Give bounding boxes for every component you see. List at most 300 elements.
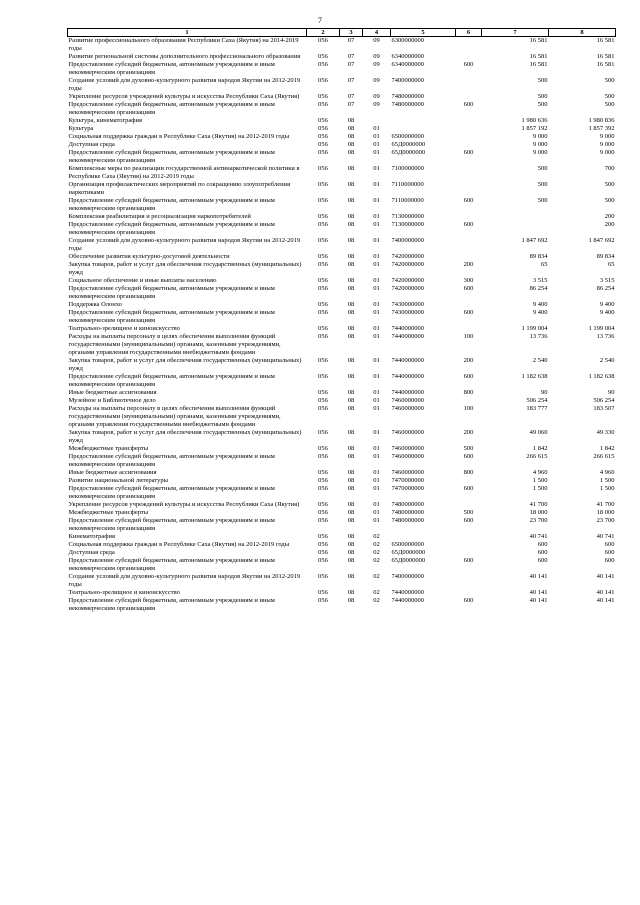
row-subsection-cell: 02 [373, 533, 380, 540]
row-section-cell: 08 [347, 301, 355, 308]
row-target-cell: 7470000000 [391, 477, 424, 484]
table-row [68, 389, 616, 397]
row-target-cell: 7460000000 [391, 405, 424, 412]
row-target-cell: 7110000000 [391, 197, 424, 204]
row-subsection-cell: 09 [373, 101, 380, 108]
row-name-cell: Комплексная реабилитация и ресоциализация наркопотребителей [68, 213, 251, 220]
row-code-cell: 056 [318, 453, 328, 460]
row-amount-2018-cell: 9 400 [532, 301, 548, 308]
row-target-cell: 7130000000 [391, 213, 424, 220]
header-cell: 2 [307, 29, 340, 37]
row-amount-2019-cell: 40 141 [596, 573, 615, 580]
row-code-cell: 056 [318, 277, 328, 284]
row-target-cell: 7460000000 [391, 429, 424, 436]
row-subsection-cell: 01 [373, 277, 380, 284]
row-section-cell: 08 [347, 373, 355, 380]
row-type-cell: 600 [463, 597, 474, 604]
table-row [68, 357, 616, 373]
row-section-cell: 08 [347, 357, 355, 364]
row-subsection-cell: 01 [373, 221, 380, 228]
row-type-cell [456, 181, 482, 197]
table-row [68, 397, 616, 405]
row-section-cell: 08 [347, 309, 355, 316]
row-amount-2019-cell: 40 141 [596, 597, 615, 604]
row-amount-2019-cell: 1 857 392 [588, 125, 615, 132]
row-section-cell: 08 [347, 261, 355, 268]
row-target-cell [391, 533, 456, 541]
row-subsection-cell: 01 [373, 445, 380, 452]
row-amount-2019-cell: 500 [604, 197, 615, 204]
row-type-cell: 600 [463, 309, 474, 316]
row-subsection-cell: 01 [373, 429, 380, 436]
row-amount-2019-cell: 500 [604, 181, 615, 188]
row-amount-2019-cell: 86 254 [596, 285, 615, 292]
row-amount-2019-cell: 200 [604, 213, 615, 220]
row-code-cell: 056 [318, 477, 328, 484]
row-code-cell: 056 [318, 285, 328, 292]
row-section-cell: 08 [347, 573, 355, 580]
row-name-cell: Предоставление субсидий бюджетным, автономным учреждениям и иным некоммерческим организациям [68, 309, 275, 324]
row-code-cell: 056 [318, 517, 328, 524]
row-code-cell: 056 [318, 509, 328, 516]
row-section-cell: 08 [347, 181, 355, 188]
row-section-cell: 08 [347, 405, 355, 412]
row-amount-2018-cell: 9 000 [532, 149, 548, 156]
row-subsection-cell [363, 117, 391, 125]
row-amount-2019-cell: 266 615 [593, 453, 615, 460]
table-row [68, 549, 616, 557]
row-amount-2018-cell: 13 736 [529, 333, 548, 340]
row-type-cell: 600 [463, 517, 474, 524]
row-section-cell: 08 [347, 149, 355, 156]
row-subsection-cell: 01 [373, 125, 380, 132]
row-section-cell: 08 [347, 469, 355, 476]
row-target-cell: 7480000000 [391, 509, 424, 516]
row-type-cell: 800 [463, 469, 474, 476]
row-name-cell: Предоставление субсидий бюджетным, автономным учреждениям и иным некоммерческим организациям [68, 221, 275, 236]
row-type-cell [456, 133, 482, 141]
row-amount-2018-cell: 86 254 [529, 285, 548, 292]
row-name-cell: Социальная поддержка граждан в Республике Саха (Якутия) на 2012-2019 годы [68, 541, 290, 548]
row-section-cell: 08 [347, 141, 355, 148]
table-row [68, 301, 616, 309]
row-section-cell: 08 [347, 589, 355, 596]
row-code-cell: 056 [318, 133, 328, 140]
table-row [68, 261, 616, 277]
row-type-cell: 200 [463, 429, 474, 436]
row-target-cell: 7430000000 [391, 301, 424, 308]
row-type-cell: 100 [463, 405, 474, 412]
row-subsection-cell: 01 [373, 469, 380, 476]
row-subsection-cell: 02 [373, 557, 380, 564]
row-name-cell: Предоставление субсидий бюджетным, автономным учреждениям и иным некоммерческим организациям [68, 557, 275, 572]
row-amount-2019-cell: 9 400 [599, 301, 615, 308]
row-code-cell: 056 [318, 149, 328, 156]
row-subsection-cell: 09 [373, 77, 380, 84]
row-section-cell: 08 [347, 213, 355, 220]
row-name-cell: Доступная среда [68, 549, 115, 556]
table-row [68, 333, 616, 357]
row-type-cell: 600 [463, 197, 474, 204]
row-name-cell: Кинематография [68, 533, 115, 540]
header-cell: 7 [482, 29, 549, 37]
row-section-cell: 07 [347, 93, 355, 100]
row-type-cell: 600 [463, 453, 474, 460]
row-subsection-cell: 01 [373, 373, 380, 380]
row-amount-2019-cell: 13 736 [596, 333, 615, 340]
row-target-cell [391, 117, 456, 125]
row-section-cell: 08 [347, 517, 355, 524]
row-amount-2019-cell: 1 199 004 [588, 325, 615, 332]
row-target-cell: 7420000000 [391, 261, 424, 268]
row-name-cell: Культура [68, 125, 94, 132]
row-target-cell: 7460000000 [391, 397, 424, 404]
row-type-cell: 600 [463, 149, 474, 156]
row-code-cell: 056 [318, 237, 328, 244]
table-row [68, 405, 616, 429]
row-subsection-cell: 01 [373, 405, 380, 412]
table-row [68, 237, 616, 253]
row-amount-2019-cell: 23 700 [596, 517, 615, 524]
row-subsection-cell: 01 [373, 453, 380, 460]
table-row [68, 37, 616, 54]
row-name-cell: Развитие региональной системы дополнительного профессионального образования [68, 53, 301, 60]
header-cell: 4 [363, 29, 391, 37]
row-amount-2018-cell: 16 581 [529, 53, 548, 60]
table-row [68, 125, 616, 133]
table-row [68, 325, 616, 333]
row-amount-2018-cell: 40 141 [529, 589, 548, 596]
row-name-cell: Предоставление субсидий бюджетным, автономным учреждениям и иным некоммерческим организациям [68, 517, 275, 532]
row-target-cell: 65Д0000000 [391, 141, 426, 148]
row-section-cell: 08 [347, 549, 355, 556]
row-subsection-cell: 02 [373, 573, 380, 580]
row-code-cell: 056 [318, 485, 328, 492]
table-row [68, 133, 616, 141]
row-amount-2018-cell: 1 500 [532, 485, 548, 492]
row-type-cell: 600 [463, 485, 474, 492]
row-code-cell: 056 [318, 389, 328, 396]
table-row [68, 61, 616, 77]
row-name-cell: Театрально-зрелищное и киноискусство [68, 325, 180, 332]
table-row [68, 53, 616, 61]
table-row [68, 285, 616, 301]
row-code-cell: 056 [318, 469, 328, 476]
row-type-cell [456, 541, 482, 549]
row-code-cell: 056 [318, 37, 328, 44]
row-amount-2019-cell: 1 500 [599, 477, 615, 484]
row-amount-2018-cell: 506 254 [526, 397, 548, 404]
row-code-cell: 056 [318, 181, 328, 188]
row-target-cell: 65Д0000000 [391, 557, 426, 564]
row-amount-2019-cell: 9 000 [599, 149, 615, 156]
row-code-cell: 056 [318, 93, 328, 100]
row-name-cell: Предоставление субсидий бюджетным, автономным учреждениям и иным некоммерческим организациям [68, 61, 275, 76]
row-name-cell: Укрепление ресурсов учреждений культуры и искусства Республики Саха (Якутия) [68, 501, 300, 508]
row-section-cell: 08 [347, 477, 355, 484]
row-name-cell: Предоставление субсидий бюджетным, автономным учреждениям и иным некоммерческим организациям [68, 373, 275, 388]
row-code-cell: 056 [318, 405, 328, 412]
row-type-cell [456, 125, 482, 133]
row-subsection-cell: 01 [373, 477, 380, 484]
row-subsection-cell: 01 [373, 397, 380, 404]
row-type-cell: 600 [463, 221, 474, 228]
row-section-cell: 08 [347, 533, 355, 540]
row-amount-2018-cell: 500 [537, 93, 548, 100]
table-row [68, 221, 616, 237]
row-type-cell [456, 325, 482, 333]
row-type-cell: 800 [463, 389, 474, 396]
row-code-cell: 056 [318, 197, 328, 204]
row-code-cell: 056 [318, 557, 328, 564]
row-type-cell: 600 [463, 61, 474, 68]
row-amount-2018-cell: 41 700 [529, 501, 548, 508]
row-amount-2019-cell: 506 254 [593, 397, 615, 404]
row-code-cell: 056 [318, 309, 328, 316]
row-target-cell: 7400000000 [391, 573, 424, 580]
row-section-cell: 08 [347, 501, 355, 508]
row-amount-2019-cell: 1 500 [599, 485, 615, 492]
table-row [68, 213, 616, 221]
row-code-cell: 056 [318, 541, 328, 548]
row-amount-2018-cell: 1 857 192 [521, 125, 548, 132]
row-amount-2018-cell: 600 [537, 549, 548, 556]
row-section-cell: 08 [347, 445, 355, 452]
row-name-cell: Предоставление субсидий бюджетным, автономным учреждениям и иным некоммерческим организациям [68, 285, 275, 300]
row-subsection-cell: 09 [373, 37, 380, 44]
table-row [68, 597, 616, 613]
row-code-cell: 056 [318, 125, 328, 132]
table-row [68, 589, 616, 597]
row-amount-2019-cell: 16 581 [596, 37, 615, 44]
row-amount-2018-cell: 49 060 [529, 429, 548, 436]
row-target-cell: 7440000000 [391, 357, 424, 364]
row-subsection-cell: 01 [373, 165, 380, 172]
header-cell: 6 [456, 29, 482, 37]
row-target-cell: 7110000000 [391, 181, 424, 188]
row-type-cell [456, 253, 482, 261]
row-amount-2019-cell: 3 515 [599, 277, 615, 284]
row-type-cell [456, 213, 482, 221]
row-target-cell: 7480000000 [391, 517, 424, 524]
row-amount-2019-cell: 600 [604, 541, 615, 548]
row-section-cell: 08 [347, 165, 355, 172]
row-name-cell: Предоставление субсидий бюджетным, автономным учреждениям и иным некоммерческим организациям [68, 453, 275, 468]
row-section-cell: 07 [347, 53, 355, 60]
row-amount-2019-cell: 500 [604, 101, 615, 108]
row-section-cell: 08 [347, 221, 355, 228]
table-row [68, 197, 616, 213]
row-target-cell: 7480000000 [391, 93, 424, 100]
row-code-cell: 056 [318, 573, 328, 580]
row-type-cell: 200 [463, 261, 474, 268]
row-amount-2018-cell: 40 141 [529, 597, 548, 604]
row-target-cell: 7100000000 [391, 165, 424, 172]
row-amount-2018-cell: 9 000 [532, 141, 548, 148]
row-subsection-cell: 01 [373, 197, 380, 204]
row-target-cell: 7460000000 [391, 445, 424, 452]
row-amount-2019-cell: 183 507 [593, 405, 615, 412]
row-code-cell: 056 [318, 221, 328, 228]
row-target-cell: 7440000000 [391, 589, 424, 596]
row-name-cell: Доступная среда [68, 141, 115, 148]
table-row [68, 149, 616, 165]
row-subsection-cell: 02 [373, 549, 380, 556]
row-target-cell: 7400000000 [391, 237, 424, 244]
row-name-cell: Создание условий для духовно-культурного развития народов Якутии на 2012-2019 годы [68, 573, 301, 588]
table-row [68, 517, 616, 533]
row-target-cell: 7460000000 [391, 453, 424, 460]
table-row [68, 557, 616, 573]
row-target-cell: 7400000000 [391, 77, 424, 84]
row-target-cell: 7440000000 [391, 597, 424, 604]
row-amount-2019-cell: 500 [604, 77, 615, 84]
row-section-cell: 07 [347, 101, 355, 108]
row-subsection-cell: 01 [373, 141, 380, 148]
row-amount-2018-cell: 4 960 [532, 469, 548, 476]
row-code-cell: 056 [318, 61, 328, 68]
row-amount-2018-cell: 18 000 [529, 509, 548, 516]
table-row [68, 541, 616, 549]
row-name-cell: Театрально-зрелищное и киноискусство [68, 589, 180, 596]
row-code-cell: 056 [318, 533, 328, 540]
row-type-cell [456, 165, 482, 181]
row-type-cell [456, 301, 482, 309]
row-code-cell: 056 [318, 445, 328, 452]
row-code-cell: 056 [318, 213, 328, 220]
row-type-cell: 500 [463, 509, 474, 516]
row-target-cell: 65Д0000000 [391, 549, 426, 556]
row-subsection-cell: 01 [373, 181, 380, 188]
row-type-cell [456, 477, 482, 485]
row-target-cell: 7480000000 [391, 101, 424, 108]
row-type-cell: 200 [463, 357, 474, 364]
table-row [68, 181, 616, 197]
row-subsection-cell: 01 [373, 501, 380, 508]
row-name-cell: Межбюджетные трансферты [68, 509, 149, 516]
row-subsection-cell: 09 [373, 93, 380, 100]
row-target-cell: 65Д0000000 [391, 149, 426, 156]
row-amount-2019-cell: 9 000 [599, 141, 615, 148]
row-name-cell: Социальное обеспечение и иные выплаты населению [68, 277, 217, 284]
row-amount-2019-cell: 16 581 [596, 53, 615, 60]
row-type-cell: 600 [463, 373, 474, 380]
row-amount-2019-cell: 9 400 [599, 309, 615, 316]
row-code-cell: 056 [318, 333, 328, 340]
row-subsection-cell: 01 [373, 237, 380, 244]
table-body [68, 37, 616, 614]
row-amount-2018-cell: 89 834 [529, 253, 548, 260]
row-name-cell: Расходы на выплаты персоналу в целях обеспечения выполнения функций государственными (муниципальными) органами, казенными учреждениями, органами управления государственными внебюджетными фондами [68, 405, 281, 428]
table-row [68, 429, 616, 445]
table-row [68, 141, 616, 149]
row-amount-2018-cell: 1 980 636 [521, 117, 548, 124]
row-name-cell: Обеспечение развития культурно-досуговой деятельности [68, 253, 230, 260]
row-amount-2018-cell: 16 581 [529, 37, 548, 44]
row-subsection-cell: 01 [373, 389, 380, 396]
row-amount-2018-cell: 1 847 692 [521, 237, 548, 244]
table-row [68, 101, 616, 117]
row-code-cell: 056 [318, 53, 328, 60]
row-name-cell: Предоставление субсидий бюджетным, автономным учреждениям и иным некоммерческим организациям [68, 597, 275, 612]
row-code-cell: 056 [318, 549, 328, 556]
row-subsection-cell: 01 [373, 517, 380, 524]
row-code-cell: 056 [318, 261, 328, 268]
row-code-cell: 056 [318, 501, 328, 508]
table-row [68, 165, 616, 181]
row-section-cell: 08 [347, 253, 355, 260]
row-subsection-cell: 01 [373, 485, 380, 492]
row-amount-2018-cell: 23 700 [529, 517, 548, 524]
row-amount-2019-cell: 18 000 [596, 509, 615, 516]
row-type-cell: 500 [463, 445, 474, 452]
row-amount-2018-cell: 3 515 [532, 277, 548, 284]
row-target-cell: 7430000000 [391, 309, 424, 316]
row-type-cell [456, 397, 482, 405]
row-section-cell: 08 [347, 277, 355, 284]
row-name-cell: Предоставление субсидий бюджетным, автономным учреждениям и иным некоммерческим организациям [68, 149, 275, 164]
row-amount-2019-cell: 89 834 [596, 253, 615, 260]
row-type-cell [456, 573, 482, 589]
row-section-cell: 08 [347, 333, 355, 340]
row-amount-2018-cell: 1 199 004 [521, 325, 548, 332]
row-subsection-cell: 01 [373, 213, 380, 220]
row-amount-2019-cell: 90 [608, 389, 615, 396]
row-section-cell: 08 [347, 429, 355, 436]
row-code-cell: 056 [318, 429, 328, 436]
row-amount-2018-cell: 40 741 [529, 533, 548, 540]
row-amount-2019-cell: 40 741 [596, 533, 615, 540]
row-target-cell: 7440000000 [391, 333, 424, 340]
row-section-cell: 08 [347, 485, 355, 492]
table-row [68, 373, 616, 389]
row-subsection-cell: 02 [373, 541, 380, 548]
table-row [68, 117, 616, 125]
row-type-cell: 600 [463, 557, 474, 564]
row-section-cell: 08 [347, 197, 355, 204]
row-target-cell: 6500000000 [391, 133, 424, 140]
row-amount-2018-cell: 500 [537, 101, 548, 108]
row-amount-2018-cell: 65 [541, 261, 548, 268]
row-amount-2018-cell: 500 [537, 181, 548, 188]
row-amount-2018-cell: 500 [537, 165, 548, 172]
row-type-cell [456, 77, 482, 93]
row-subsection-cell: 01 [373, 325, 380, 332]
row-section-cell: 08 [347, 237, 355, 244]
row-amount-2018-cell: 16 581 [529, 61, 548, 68]
header-row [68, 29, 616, 37]
row-type-cell [456, 117, 482, 125]
row-target-cell: 7440000000 [391, 373, 424, 380]
row-code-cell: 056 [318, 373, 328, 380]
row-name-cell: Закупка товаров, работ и услуг для обеспечения государственных (муниципальных) нужд [68, 357, 302, 372]
table-row [68, 573, 616, 589]
row-target-cell: 6340000000 [391, 61, 424, 68]
row-target-cell: 7420000000 [391, 277, 424, 284]
row-amount-2019-cell: 9 000 [599, 133, 615, 140]
row-code-cell: 056 [318, 397, 328, 404]
row-section-cell: 08 [347, 325, 355, 332]
row-target-cell: 6500000000 [391, 541, 424, 548]
row-code-cell: 056 [318, 101, 328, 108]
row-subsection-cell: 01 [373, 309, 380, 316]
row-amount-2019-cell: 16 581 [596, 61, 615, 68]
row-name-cell: Предоставление субсидий бюджетным, автономным учреждениям и иным некоммерческим организациям [68, 101, 275, 116]
table-row [68, 509, 616, 517]
row-subsection-cell: 02 [373, 597, 380, 604]
row-name-cell: Создание условий для духовно-культурного развития народов Якутии на 2012-2019 годы [68, 237, 301, 252]
row-section-cell: 08 [347, 541, 355, 548]
